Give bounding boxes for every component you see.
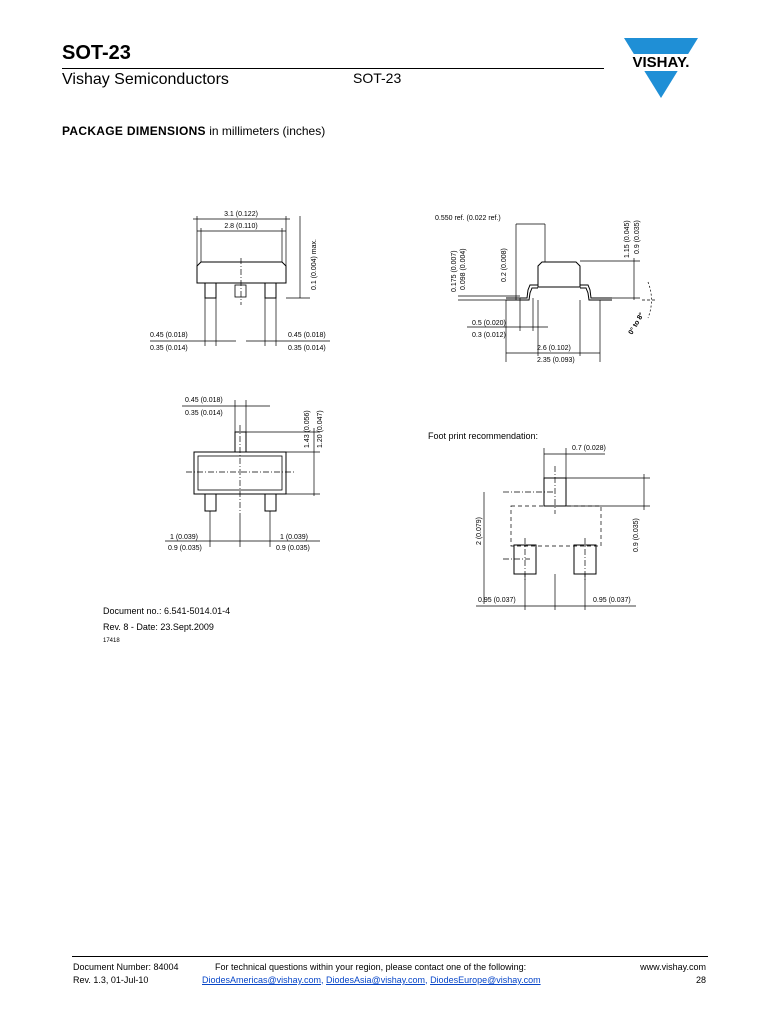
footer-page-number: 28 xyxy=(695,975,706,985)
footer-contact-text: For technical questions within your region, please contact one of the following: xyxy=(215,962,527,972)
dim-side-foot-max: 0.5 (0.020) xyxy=(472,320,506,327)
dim-fp-pad-height: 0.9 (0.035) xyxy=(633,518,640,552)
header-rule xyxy=(62,68,604,69)
dim-fp-pitch-l: 0.95 (0.037) xyxy=(478,597,516,604)
dim-side-lead-thk-max: 0.175 (0.007) xyxy=(451,250,458,292)
vishay-logo xyxy=(618,36,704,100)
top-view xyxy=(150,216,330,346)
dim-side-height-max: 1.15 (0.045) xyxy=(624,220,631,258)
footprint-title: Foot print recommendation: xyxy=(428,431,539,441)
dim-bottom-pitch-r-max: 1 (0.039) xyxy=(280,534,309,541)
section-heading xyxy=(62,124,325,138)
dim-bottom-lead-min: 0.35 (0.014) xyxy=(185,410,223,417)
dim-fp-total-height: 2 (0.079) xyxy=(476,516,483,545)
company-name: Vishay Semiconductors xyxy=(62,71,229,88)
dim-bottom-body-min: 1.20 (0.047) xyxy=(317,410,324,448)
dim-bottom-lead-max: 0.45 (0.018) xyxy=(185,397,223,404)
dim-top-width-outer: 3.1 (0.122) xyxy=(224,211,258,218)
dim-side-height-min: 0.9 (0.035) xyxy=(634,220,641,254)
dim-top-width-inner: 2.8 (0.110) xyxy=(224,223,258,230)
dim-bottom-body-max: 1.43 (0.056) xyxy=(304,410,311,448)
dim-side-total-min: 2.35 (0.093) xyxy=(537,357,575,364)
logo-text: VISHAY. xyxy=(632,54,690,71)
page-title: SOT-23 xyxy=(62,42,131,64)
dim-side-lead-thk-min: 0.098 (0.004) xyxy=(460,248,467,290)
dim-fp-pad-width: 0.7 (0.028) xyxy=(572,445,606,452)
footer-website-link[interactable]: www.vishay.com xyxy=(640,962,706,972)
footer-revision: Rev. 1.3, 01-Jul-10 xyxy=(73,975,149,985)
package-drawing xyxy=(0,140,768,610)
dim-top-height-max: 0.1 (0.004) max. xyxy=(311,239,318,290)
dim-right-lead-max: 0.45 (0.018) xyxy=(288,332,326,339)
bottom-view xyxy=(165,400,320,547)
footprint-view xyxy=(476,448,650,610)
section-heading-bold: PACKAGE DIMENSIONS xyxy=(62,124,206,138)
dim-side-angle: 0° to 8° xyxy=(627,311,646,336)
dim-left-lead-min: 0.35 (0.014) xyxy=(150,345,188,352)
figure-number: 17418 xyxy=(103,638,120,644)
dim-side-foot-min: 0.3 (0.012) xyxy=(472,332,506,339)
dim-side-standoff: 0.2 (0.008) xyxy=(501,248,508,282)
section-heading-units: in millimeters (inches) xyxy=(209,124,326,138)
dim-bottom-pitch-r-min: 0.9 (0.035) xyxy=(276,545,310,552)
footer-document-number: Document Number: 84004 xyxy=(73,962,179,972)
dim-right-lead-min: 0.35 (0.014) xyxy=(288,345,326,352)
dim-side-ref: 0.550 ref. (0.022 ref.) xyxy=(435,215,501,222)
dim-bottom-pitch-l-max: 1 (0.039) xyxy=(170,534,199,541)
dim-bottom-pitch-l-min: 0.9 (0.035) xyxy=(168,545,202,552)
footer-rule xyxy=(72,956,708,957)
package-name: SOT-23 xyxy=(353,70,402,86)
document-number-note: Document no.: 6.541-5014.01-4 xyxy=(103,606,231,616)
email-asia-link[interactable]: DiodesAsia@vishay.com xyxy=(326,975,426,985)
footer-emails: DiodesAmericas@vishay.com, DiodesAsia@vishay.com, DiodesEurope@vishay.com xyxy=(202,975,541,985)
dim-left-lead-max: 0.45 (0.018) xyxy=(150,332,188,339)
revision-date-note: Rev. 8 - Date: 23.Sept.2009 xyxy=(103,622,214,632)
dim-side-total-max: 2.6 (0.102) xyxy=(537,345,571,352)
dim-fp-pitch-r: 0.95 (0.037) xyxy=(593,597,631,604)
email-americas-link[interactable]: DiodesAmericas@vishay.com xyxy=(202,975,322,985)
email-europe-link[interactable]: DiodesEurope@vishay.com xyxy=(430,975,541,985)
